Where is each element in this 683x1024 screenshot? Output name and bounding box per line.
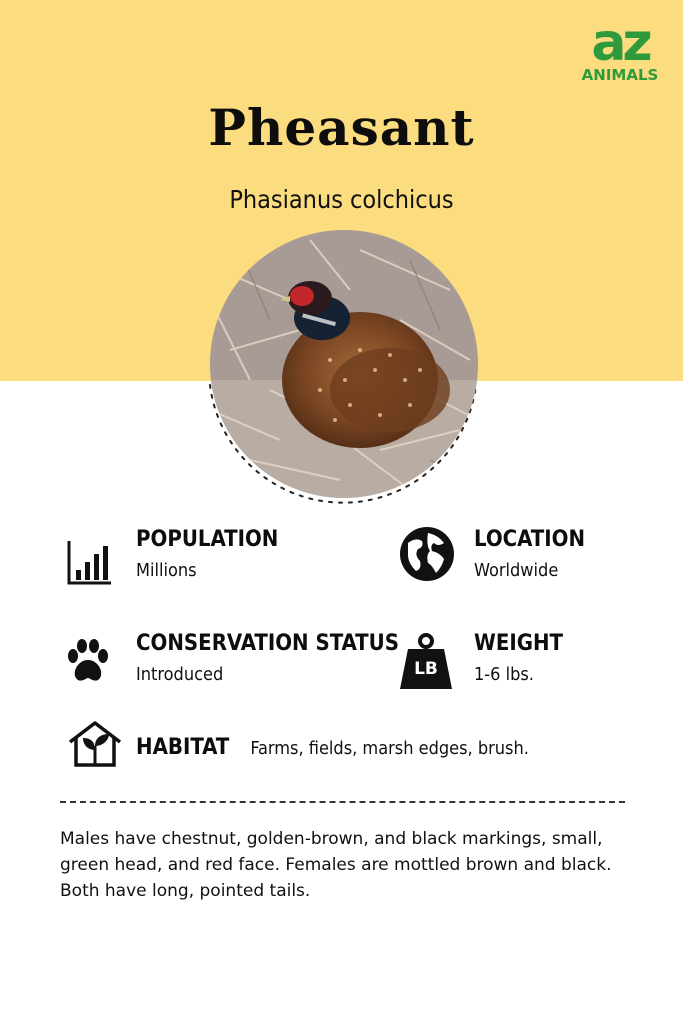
page-title: Pheasant [208, 98, 475, 157]
az-animals-logo[interactable] [576, 13, 664, 88]
weight-label: WEIGHT [474, 631, 564, 656]
location-label: LOCATION [474, 527, 586, 552]
weight-icon-text: LB [414, 659, 438, 679]
conservation-value: Introduced [136, 664, 224, 685]
paw-icon [64, 638, 112, 684]
location-value: Worldwide [474, 560, 559, 581]
section-divider [60, 801, 625, 803]
habitat-label: HABITAT [136, 735, 230, 760]
habitat-value: Farms, fields, marsh edges, brush. [250, 738, 529, 759]
description-text: Males have chestnut, golden-brown, and black markings, small, green head, and red face. Females are mottled brown and black. Both have long, pointed tails. [60, 829, 612, 901]
pheasant-photo [210, 230, 478, 498]
scientific-name: Phasianus colchicus [229, 185, 454, 214]
weight-value: 1-6 lbs. [474, 664, 534, 685]
globe-icon [398, 525, 456, 583]
stat-weight [474, 631, 563, 685]
logo-text: ANIMALS [581, 66, 659, 84]
weight-icon [398, 633, 454, 691]
stat-population [136, 527, 278, 581]
stat-habitat [136, 735, 529, 760]
house-plant-icon [67, 720, 123, 768]
stat-conservation [136, 631, 399, 685]
conservation-label: CONSERVATION STATUS [136, 631, 399, 656]
population-value: Millions [136, 560, 197, 581]
population-label: POPULATION [136, 527, 279, 552]
logo-mark: az [591, 13, 649, 73]
stat-location [474, 527, 585, 581]
bar-chart-icon [66, 538, 114, 586]
